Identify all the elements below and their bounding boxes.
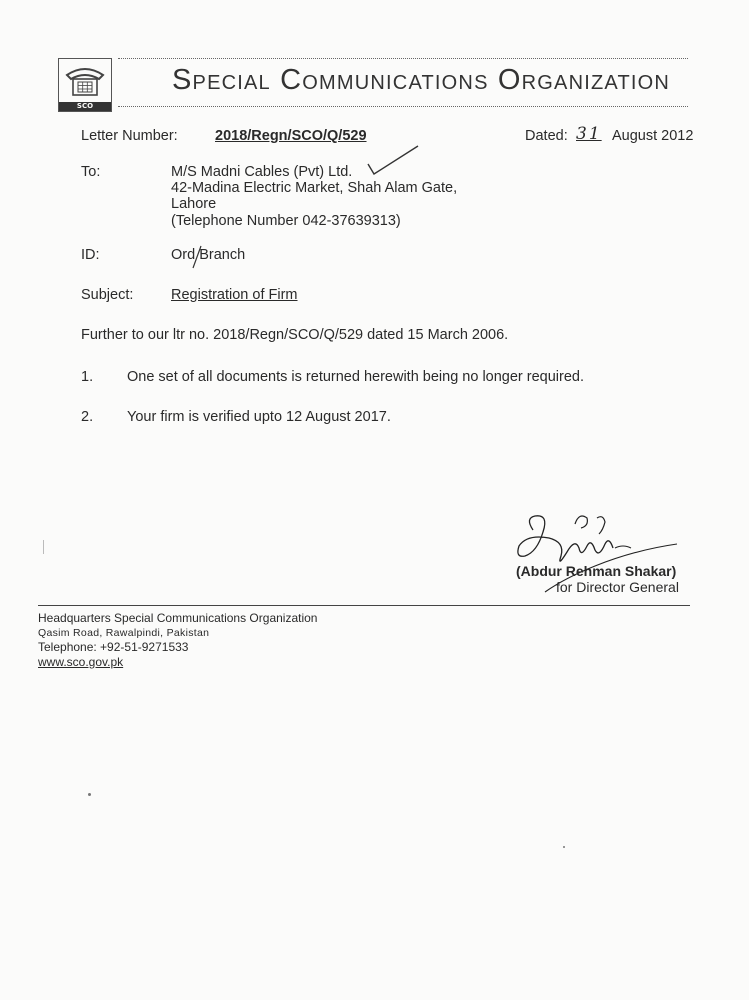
recipient-phone: (Telephone Number 042-37639313) bbox=[171, 213, 401, 229]
point-1-number: 1. bbox=[81, 369, 94, 385]
letter-number-value: 2018/Regn/SCO/Q/529 bbox=[215, 128, 367, 144]
footer-telephone: Telephone: +92-51-9271533 bbox=[38, 640, 189, 654]
scan-speck bbox=[563, 846, 565, 848]
scan-speck bbox=[88, 793, 91, 796]
org-name: Special Communications Organization bbox=[172, 64, 671, 96]
header-rule-bottom bbox=[118, 106, 688, 107]
pen-stroke-icon bbox=[190, 244, 204, 270]
point-2-text: Your firm is verified upto 12 August 2017. bbox=[127, 409, 391, 425]
point-2-number: 2. bbox=[81, 409, 94, 425]
point-1-text: One set of all documents is returned herewith being no longer required. bbox=[127, 369, 585, 385]
tick-mark-icon bbox=[366, 142, 420, 178]
subject-label: Subject: bbox=[81, 287, 134, 303]
dated-label: Dated: bbox=[525, 128, 568, 144]
recipient-city: Lahore bbox=[171, 196, 217, 212]
signatory-name: (Abdur Rehman Shakar) bbox=[516, 563, 677, 579]
id-value: Ord Branch bbox=[171, 247, 246, 263]
footer-hq: Headquarters Special Communications Organization bbox=[38, 611, 318, 625]
telephone-icon bbox=[63, 63, 107, 99]
scan-speck bbox=[43, 540, 44, 554]
id-label: ID: bbox=[81, 247, 100, 263]
logo-text: SCO bbox=[59, 102, 111, 111]
dated-month-year: August 2012 bbox=[612, 128, 694, 144]
sco-logo bbox=[58, 58, 112, 112]
footer-website: www.sco.gov.pk bbox=[38, 655, 124, 669]
intro-text: Further to our ltr no. 2018/Regn/SCO/Q/529 dated 15 March 2006. bbox=[81, 327, 509, 343]
signatory-title: for Director General bbox=[556, 579, 679, 595]
subject-value: Registration of Firm bbox=[171, 287, 298, 303]
footer-divider bbox=[38, 605, 690, 606]
recipient-address: 42-Madina Electric Market, Shah Alam Gate, bbox=[171, 180, 458, 196]
recipient-name: M/S Madni Cables (Pvt) Ltd. bbox=[171, 164, 353, 180]
dated-day-handwritten: 31 bbox=[576, 124, 602, 144]
header-rule-top bbox=[118, 58, 688, 59]
to-label: To: bbox=[81, 164, 101, 180]
letter-number-label: Letter Number: bbox=[81, 128, 178, 144]
footer-address: Qasim Road, Rawalpindi, Pakistan bbox=[38, 627, 210, 639]
